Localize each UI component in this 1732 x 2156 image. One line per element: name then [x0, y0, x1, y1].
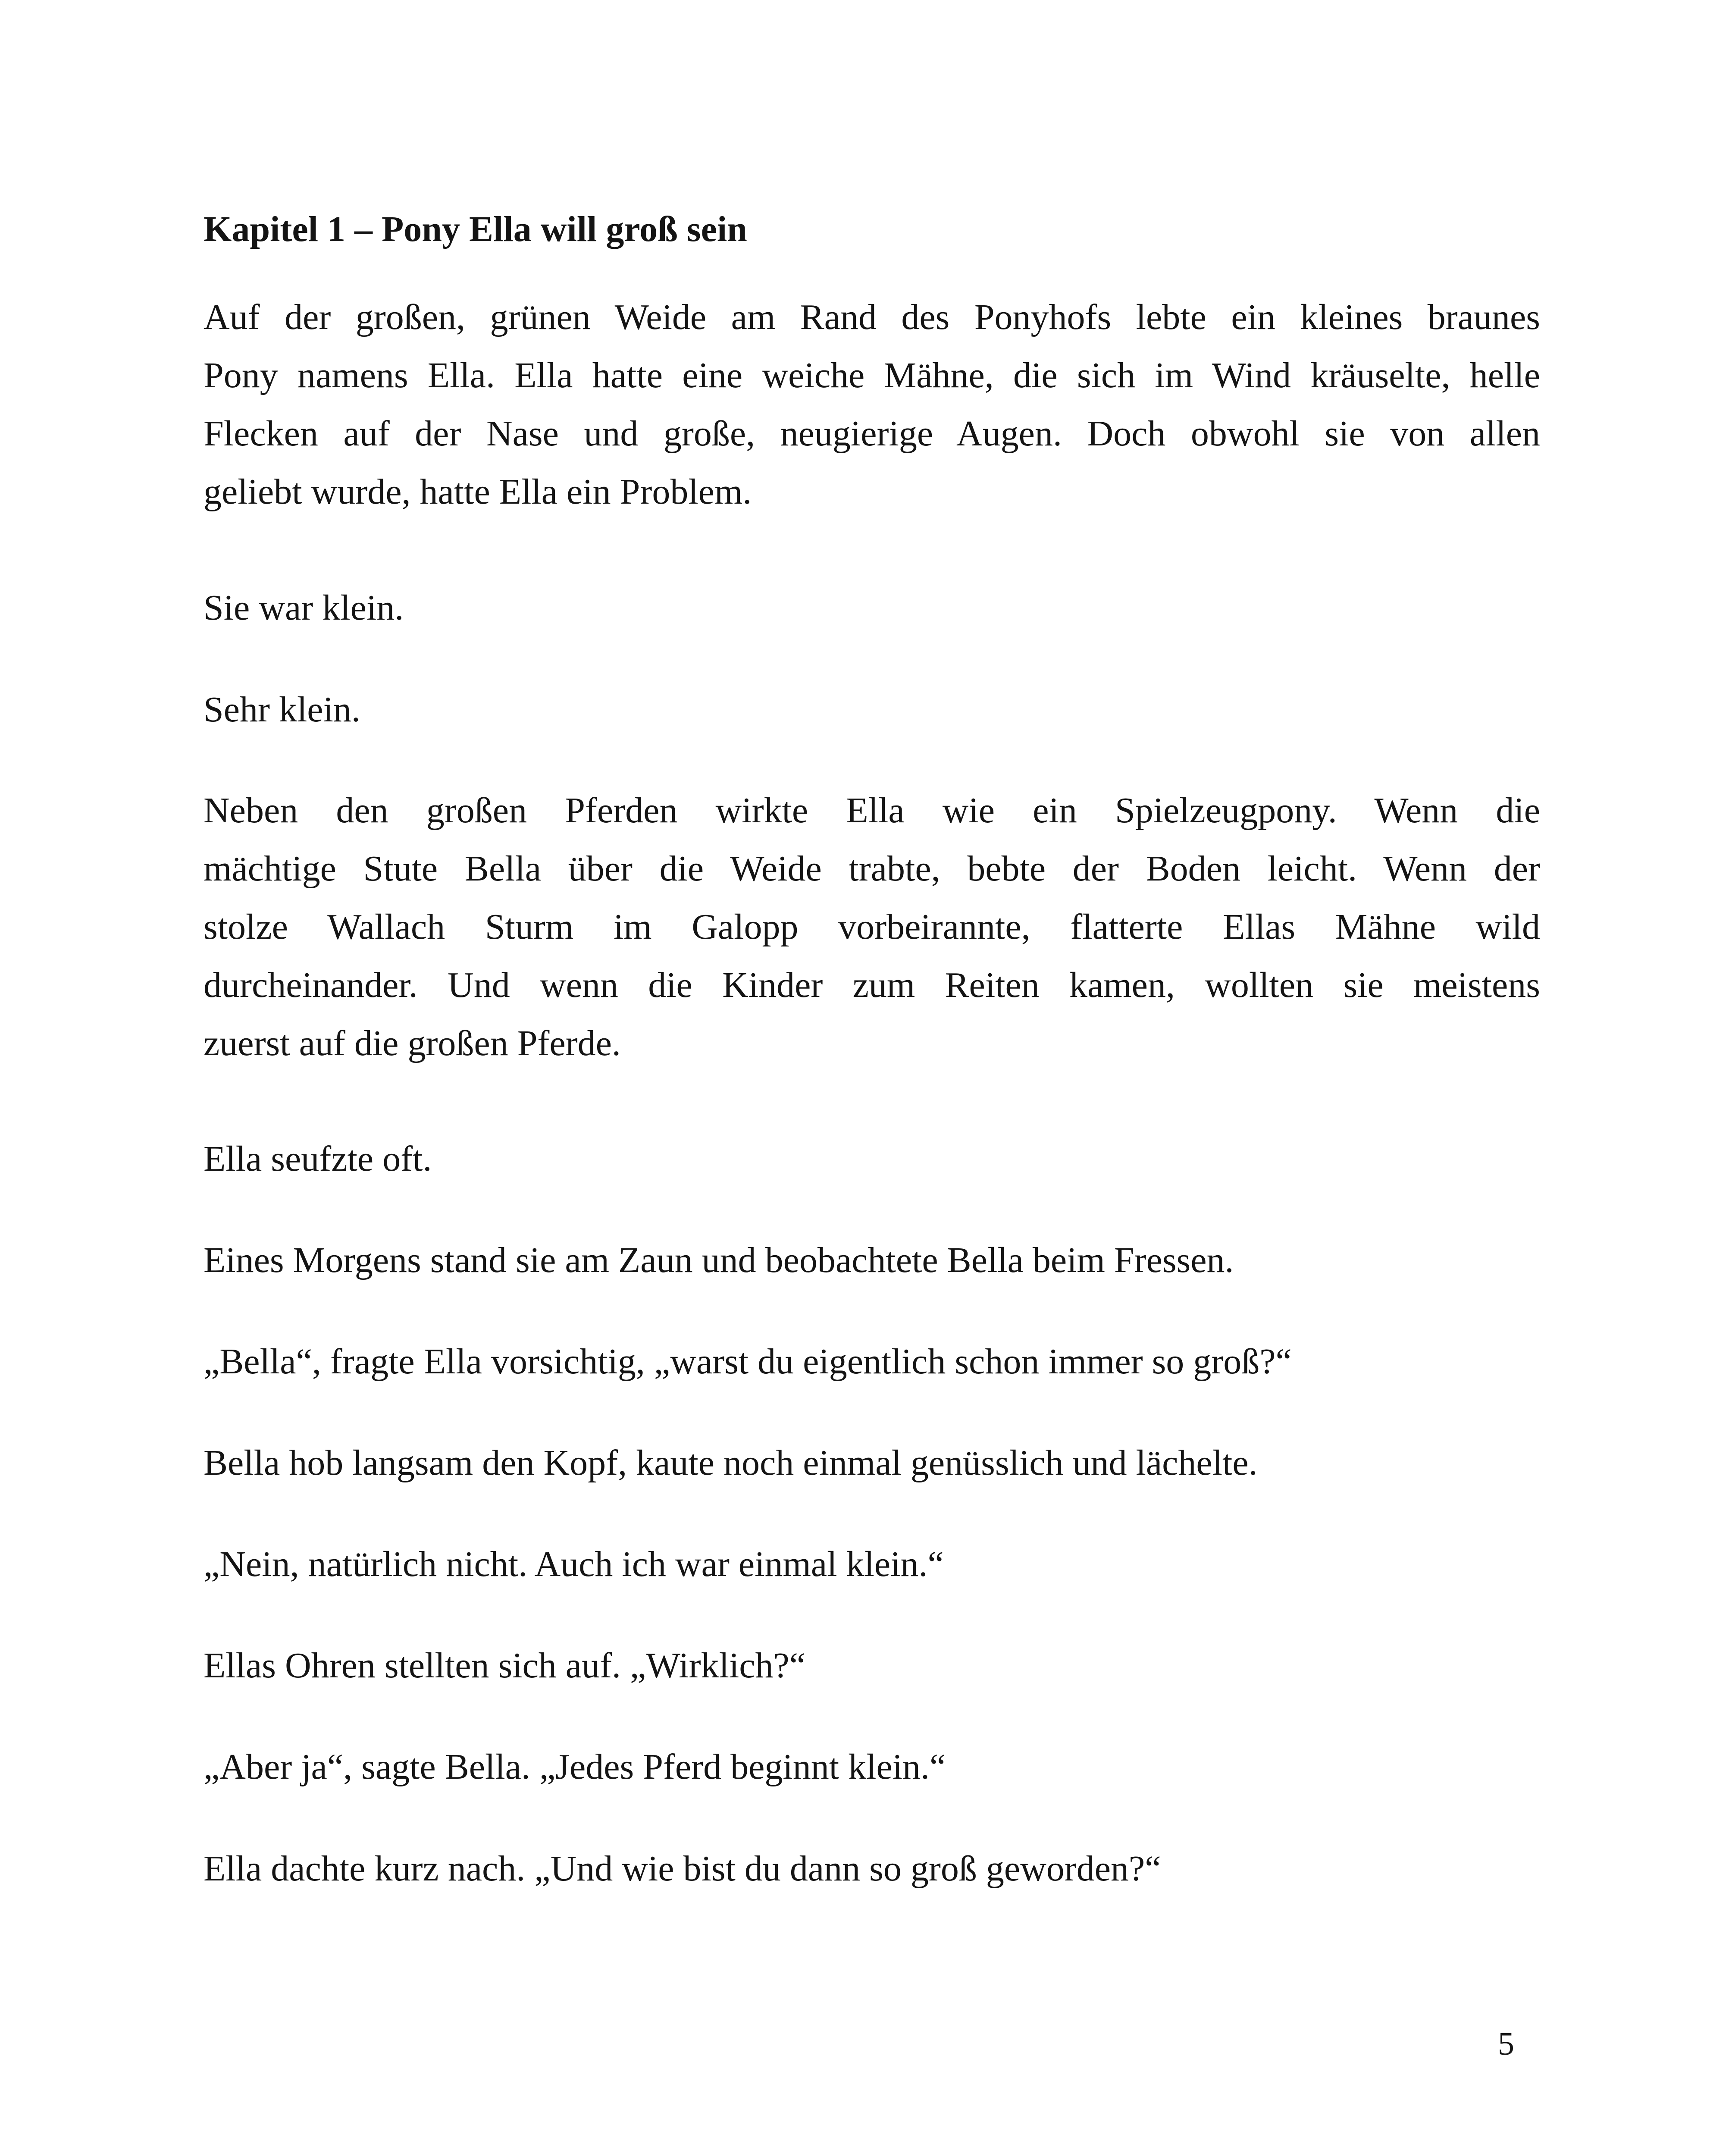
page-number: 5	[1498, 2026, 1514, 2062]
paragraph-intro	[204, 288, 1540, 521]
paragraph: Ella seufzte oft.	[204, 1139, 432, 1179]
paragraph: Bella hob langsam den Kopf, kaute noch einmal genüsslich und lächelte.	[204, 1443, 1258, 1483]
paragraph-line: zuerst auf die großen Pferde.	[204, 1023, 621, 1063]
paragraph-line: Neben den großen Pferden wirkte Ella wie ein Spielzeugpony. Wenn die	[204, 790, 1540, 830]
chapter-title: Kapitel 1 – Pony Ella will groß sein	[204, 209, 747, 249]
paragraph: Sehr klein.	[204, 689, 360, 730]
paragraph: Ellas Ohren stellten sich auf. „Wirklich?“	[204, 1645, 806, 1686]
paragraph: „Aber ja“, sagte Bella. „Jedes Pferd beginnt klein.“	[204, 1747, 946, 1787]
paragraph-description	[204, 781, 1540, 1072]
paragraph: „Nein, natürlich nicht. Auch ich war einmal klein.“	[204, 1544, 944, 1584]
paragraph: Sie war klein.	[204, 588, 404, 628]
paragraph: „Bella“, fragte Ella vorsichtig, „warst du eigentlich schon immer so groß?“	[204, 1341, 1292, 1382]
paragraph-line: Auf der großen, grünen Weide am Rand des Ponyhofs lebte ein kleines braunes	[204, 297, 1540, 337]
paragraph-line: mächtige Stute Bella über die Weide trabte, bebte der Boden leicht. Wenn der	[204, 849, 1540, 889]
paragraph-line: Pony namens Ella. Ella hatte eine weiche Mähne, die sich im Wind kräuselte, helle	[204, 355, 1540, 395]
paragraph: Eines Morgens stand sie am Zaun und beobachtete Bella beim Fressen.	[204, 1240, 1234, 1280]
paragraph-line: geliebt wurde, hatte Ella ein Problem.	[204, 472, 752, 512]
paragraph-line: Flecken auf der Nase und große, neugierige Augen. Doch obwohl sie von allen	[204, 414, 1540, 454]
paragraph-line: stolze Wallach Sturm im Galopp vorbeirannte, flatterte Ellas Mähne wild	[204, 907, 1540, 947]
paragraph-line: durcheinander. Und wenn die Kinder zum Reiten kamen, wollten sie meistens	[204, 965, 1540, 1005]
paragraph: Ella dachte kurz nach. „Und wie bist du dann so groß geworden?“	[204, 1849, 1161, 1889]
